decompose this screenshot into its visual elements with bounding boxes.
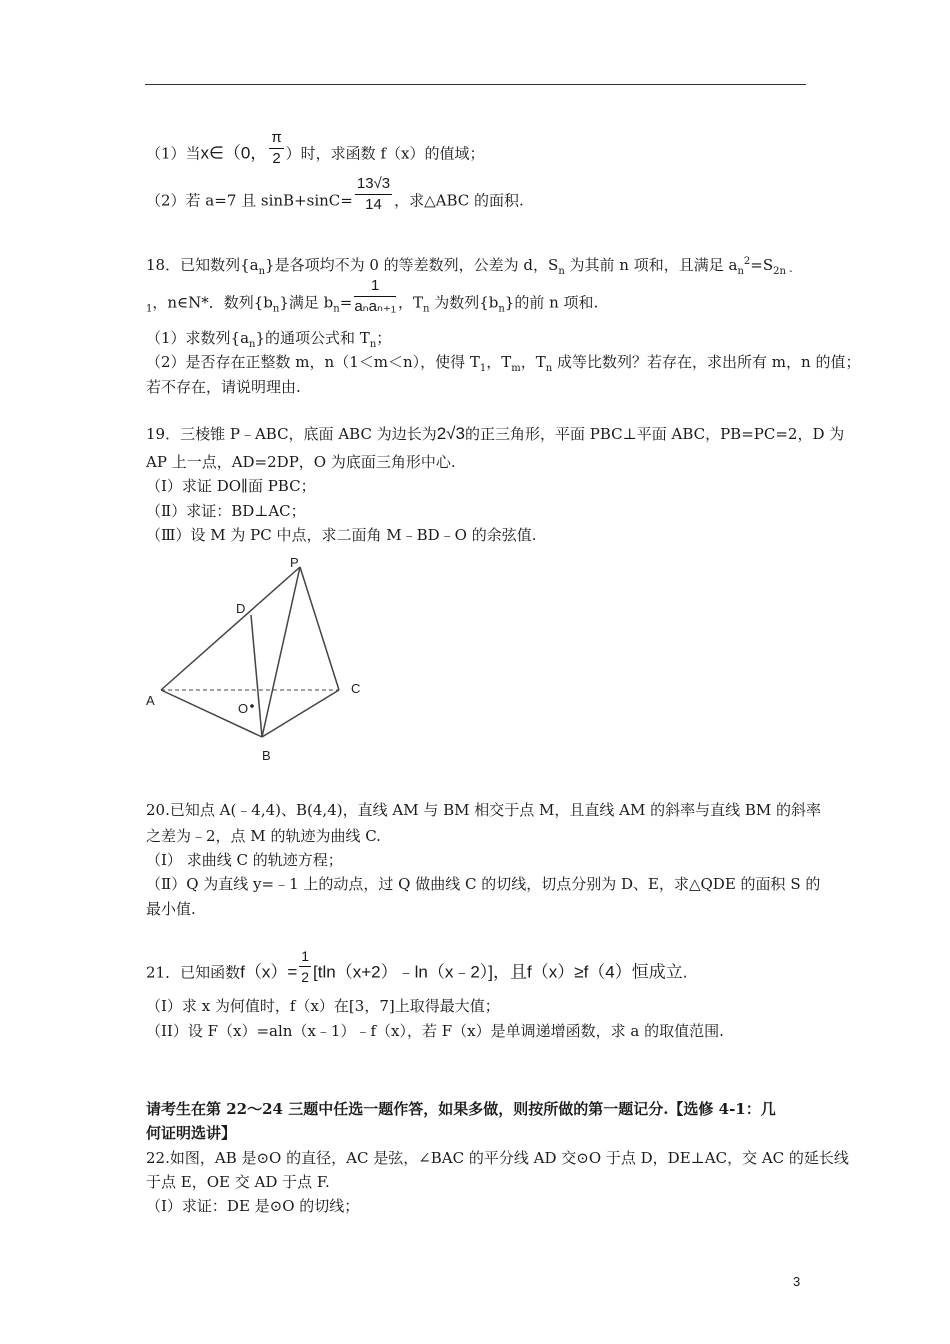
q21-line3: （II）设 F（x）=aln（x﹣1）﹣f（x），若 F（x）是单调递增函数，求 a 的取值范围. — [146, 1022, 724, 1040]
q20-line4: （Ⅱ）Q 为直线 y=﹣1 上的动点，过 Q 做曲线 C 的切线，切点分别为 D、E，求△QDE 的面积 S 的 — [146, 875, 821, 893]
q22-heading-line1: 请考生在第 22～24 三题中任选一题作答，如果多做，则按所做的第一题记分.【选修 4-1：几 — [146, 1100, 776, 1118]
q20-line5: 最小值. — [146, 900, 196, 918]
label-C: C — [351, 681, 361, 696]
q17-part2: （2）若 a=7 且 sinB+sinC= $\frac{13√3}{14}$ ，求△ABC 的面积. — [146, 175, 524, 213]
label-B: B — [262, 748, 271, 763]
page-number: 3 — [793, 1274, 801, 1289]
q22-heading-line2: 何证明选讲】 — [146, 1124, 237, 1142]
q20-line2: 之差为﹣2，点 M 的轨迹为曲线 C. — [146, 827, 381, 845]
q19-line4: （Ⅱ）求证：BD⊥AC； — [146, 502, 306, 520]
q18-line3: （1）求数列$\{a_n\}$的通项公式和 $T_n$； — [146, 329, 392, 350]
q18-line5: 若不存在，请说明理由. — [146, 378, 301, 396]
q20-line1: 20.已知点 A(﹣4,4)、B(4,4)，直线 AM 与 BM 相交于点 M，且直线 AM 的斜率与直线 BM 的斜率 — [146, 801, 822, 819]
label-D: D — [236, 601, 246, 616]
q18-line2: $_1$，n∈N*．数列$\{b_n\}$满足 $b_n=$ $\frac{1}{\text{aₙaₙ₊₁}}$ ，$T_n$ 为数列$\{b_n\}$的前 n 项和. — [146, 277, 599, 315]
q18-line4: （2）是否存在正整数 m，n（1＜m＜n），使得 $T_1$，$T_m$，$T_n$ 成等比数列？若存在，求出所有 m，n 的值； — [146, 353, 861, 374]
q19-line3: （Ⅰ）求证 DO∥面 PBC； — [146, 477, 316, 495]
q18-line1: 18．已知数列$\{a_n\}$是各项均不为 0 的等差数列，公差为 d，$S_n$ 为其前 n 项和，且满足 $a_n^2=S_{2n -}$ — [146, 256, 793, 277]
label-P: P — [290, 555, 299, 570]
q22-line3: （Ⅰ）求证：DE 是⊙O 的切线； — [146, 1197, 360, 1215]
q21-line1: 21．已知函数f（x）= $\frac{1}{2}$ [tln（x+2）﹣ln（x﹣2）]，且f（x）≥f（4）恒成立. — [146, 948, 688, 985]
q19-line5: （Ⅲ）设 M 为 PC 中点，求二面角 M﹣BD﹣O 的余弦值. — [146, 526, 537, 544]
q21-line2: （I）求 x 为何值时，f（x）在[3，7]上取得最大值； — [146, 997, 500, 1015]
q22-line2: 于点 E，OE 交 AD 于点 F. — [146, 1173, 330, 1191]
q19-line1: 19．三棱锥 P﹣ABC，底面 ABC 为边长为2√3的正三角形，平面 PBC⊥平面 ABC，PB=PC=2，D 为 — [146, 424, 845, 443]
q20-line3: （Ⅰ） 求曲线 C 的轨迹方程； — [146, 851, 343, 869]
label-O: O — [238, 701, 249, 716]
header-rule — [145, 84, 806, 85]
pyramid-figure — [140, 555, 380, 770]
label-A: A — [146, 693, 155, 708]
q19-line2: AP 上一点，AD=2DP，O 为底面三角形中心. — [146, 453, 456, 471]
q22-line1: 22.如图，AB 是⊙O 的直径，AC 是弦，∠BAC 的平分线 AD 交⊙O 于点 D，DE⊥AC，交 AC 的延长线 — [146, 1149, 849, 1167]
q17-part1: （1）当x∈（0， $\frac{\pi}{2}$ ）时，求函数 f（x）的值域； — [146, 129, 485, 167]
